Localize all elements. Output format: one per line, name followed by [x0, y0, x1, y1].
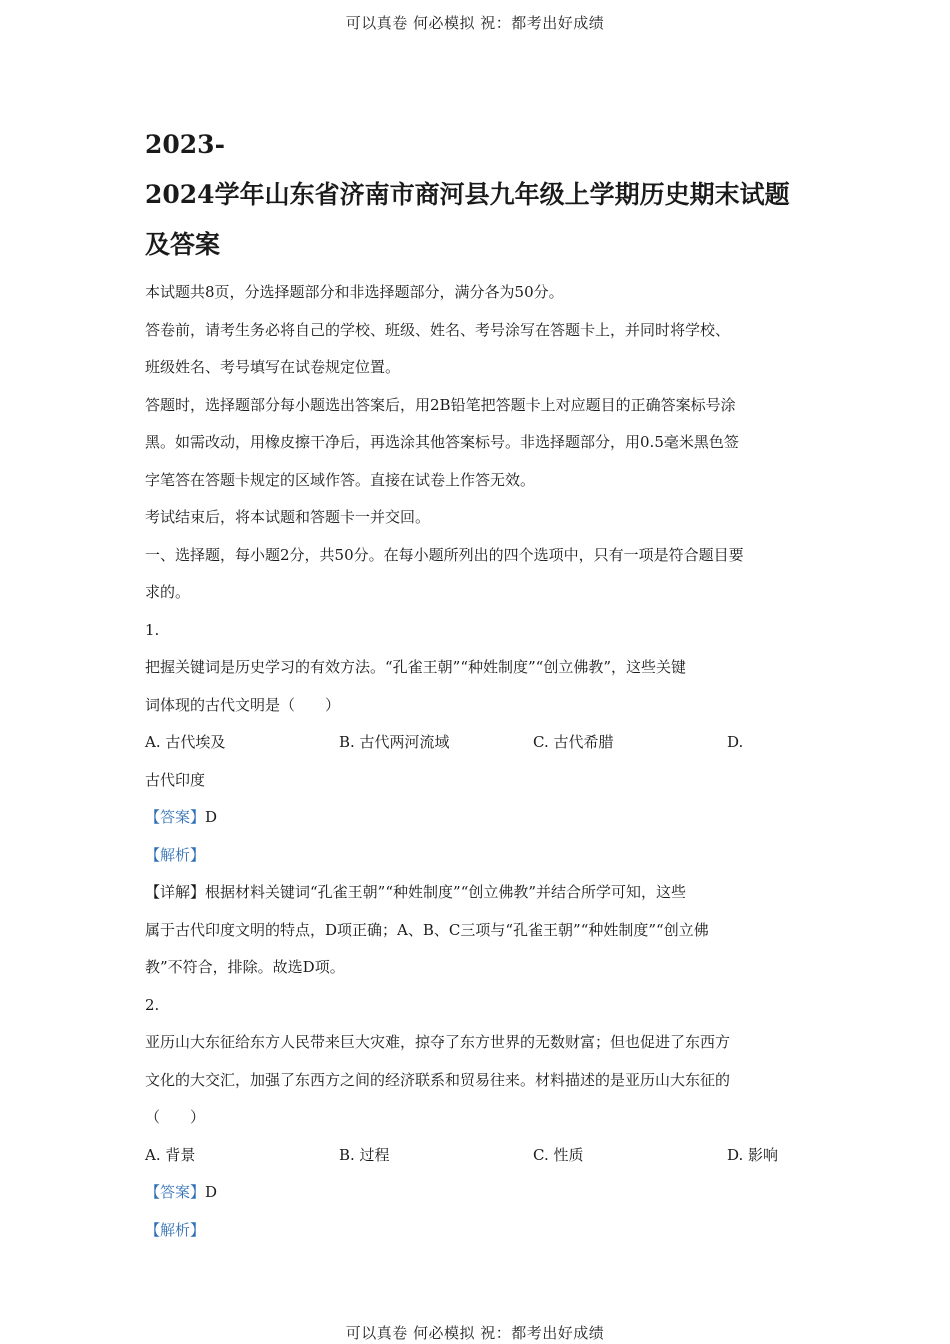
detail-line — [145, 874, 810, 912]
option-b: B. 古代两河流域 — [339, 733, 450, 751]
title-line-2: 2024学年山东省济南市商河县九年级上学期历史期末试题 — [145, 180, 790, 209]
options-row — [145, 724, 810, 762]
detail-text: 教”不符合，排除。故选D项。 — [145, 958, 345, 976]
instructions — [145, 274, 810, 537]
answer-value: D — [205, 1183, 218, 1201]
instruction-line: 答题时，选择题部分每小题选出答案后，用2B铅笔把答题卡上对应题目的正确答案标号涂 — [145, 395, 736, 414]
detail-label: 【详解】 — [145, 883, 206, 901]
question-stem: 文化的大交汇，加强了东西方之间的经济联系和贸易往来。材料描述的是亚历山大东征的 — [145, 1070, 731, 1089]
section-heading — [145, 537, 810, 612]
question-1 — [145, 612, 810, 987]
analysis-label: 【解析】 — [145, 1220, 206, 1239]
detail-text: 根据材料关键词“孔雀王朝”“种姓制度”“创立佛教”并结合所学可知，这些 — [205, 883, 687, 901]
instruction-line: 字笔答在答题卡规定的区域作答。直接在试卷上作答无效。 — [145, 470, 536, 489]
document-title — [145, 120, 810, 270]
option-a: A. 背景 — [145, 1145, 196, 1164]
question-number: 1. — [145, 620, 160, 639]
instruction-line: 黑。如需改动，用橡皮擦干净后，再选涂其他答案标号。非选择题部分，用0.5毫米黑色签 — [145, 433, 739, 451]
option-d-text: 古代印度 — [145, 770, 206, 789]
option-d: D. — [727, 733, 744, 751]
document-body — [145, 120, 810, 1249]
title-line-3: 及答案 — [145, 230, 221, 259]
answer-value: D — [205, 808, 218, 826]
analysis-label: 【解析】 — [145, 845, 206, 864]
question-number: 2. — [145, 995, 160, 1014]
answer-line — [145, 799, 810, 837]
option-b: B. 过程 — [339, 1145, 390, 1164]
question-2 — [145, 987, 810, 1250]
section-heading-line: 求的。 — [145, 583, 191, 601]
instruction-line: 班级姓名、考号填写在试卷规定位置。 — [145, 358, 401, 376]
answer-label: 【答案】 — [145, 808, 206, 826]
question-stem: （ ） — [145, 1108, 206, 1126]
instruction-line: 答卷前，请考生务必将自己的学校、班级、姓名、考号涂写在答题卡上，并同时将学校、 — [145, 320, 731, 339]
question-stem: 词体现的古代文明是（ ） — [145, 695, 341, 714]
answer-line — [145, 1174, 810, 1212]
options-row — [145, 1137, 810, 1175]
instruction-line: 考试结束后，将本试题和答题卡一并交回。 — [145, 508, 431, 526]
section-heading-line: 一、选择题，每小题2分，共50分。在每小题所列出的四个选项中，只有一项是符合题目要 — [145, 545, 744, 564]
answer-label: 【答案】 — [145, 1183, 206, 1201]
option-a: A. 古代埃及 — [145, 733, 226, 751]
option-c: C. 古代希腊 — [533, 733, 614, 751]
title-line-1: 2023- — [145, 130, 225, 159]
question-stem: 把握关键词是历史学习的有效方法。“孔雀王朝”“种姓制度”“创立佛教”，这些关键 — [145, 658, 687, 676]
detail-text: 属于古代印度文明的特点，D项正确；A、B、C三项与“孔雀王朝”“种姓制度”“创立佛 — [145, 920, 709, 939]
page-footer: 可以真卷 何必模拟 祝：都考出好成绩 — [345, 1324, 605, 1342]
option-c: C. 性质 — [533, 1145, 584, 1164]
option-d: D. 影响 — [727, 1145, 779, 1164]
instruction-line: 本试题共8页，分选择题部分和非选择题部分，满分各为50分。 — [145, 283, 564, 301]
page-header: 可以真卷 何必模拟 祝：都考出好成绩 — [345, 14, 605, 32]
question-stem: 亚历山大东征给东方人民带来巨大灾难，掠夺了东方世界的无数财富；但也促进了东西方 — [145, 1033, 731, 1051]
